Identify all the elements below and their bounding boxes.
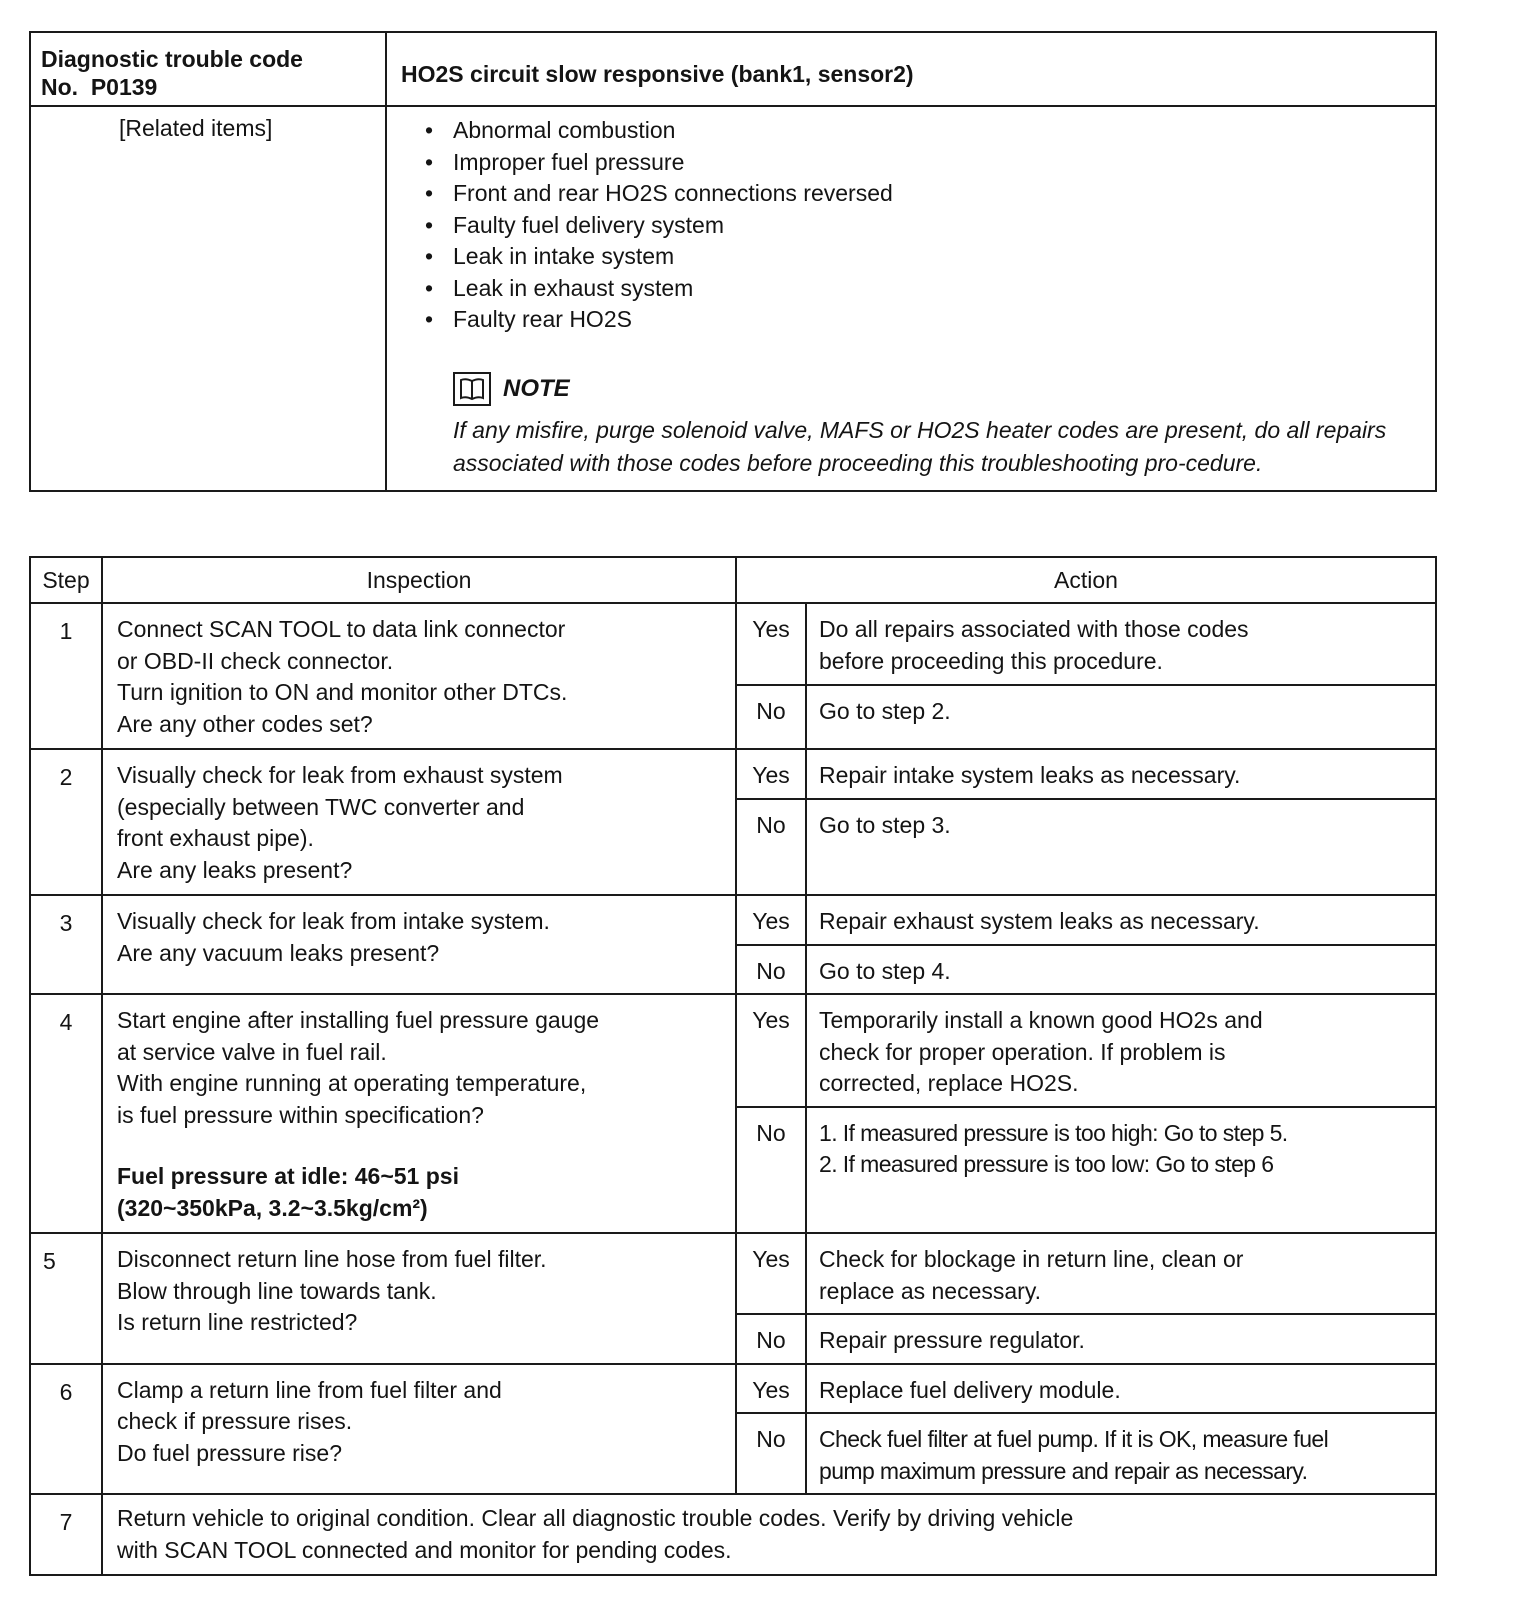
step-inspection: [102, 603, 736, 749]
yes-label: Yes: [736, 994, 806, 1107]
step-row-3-yes: [30, 895, 1436, 945]
related-item: • Faulty fuel delivery system: [423, 210, 1425, 242]
related-items-cell: [386, 106, 1436, 491]
related-item: • Improper fuel pressure: [423, 147, 1425, 179]
step-final-instruction: [102, 1494, 1436, 1575]
related-item: • Faulty rear HO2S: [423, 304, 1425, 336]
inspection-line: Visually check for leak from exhaust system: [117, 762, 563, 788]
step-row-7: [30, 1494, 1436, 1575]
inspection-line: Are any other codes set?: [117, 710, 373, 737]
dtc-label-cell: [30, 32, 386, 106]
yes-label: Yes: [736, 749, 806, 799]
yes-label: Yes: [736, 603, 806, 685]
spacer: [117, 1131, 723, 1161]
step-row-2-yes: [30, 749, 1436, 799]
step-row-4-yes: [30, 994, 1436, 1107]
inspection-line: With engine running at operating temperature,: [117, 1070, 587, 1096]
header-step: Step: [30, 557, 102, 603]
note-book-icon: [453, 372, 491, 406]
inspection-line: Is return line restricted?: [117, 1309, 358, 1335]
inspection-line: Visually check for leak from intake system.: [117, 908, 550, 934]
final-line: with SCAN TOOL connected and monitor for pending codes.: [117, 1536, 732, 1563]
related-label-cell: [30, 106, 386, 491]
note-text: If any misfire, purge solenoid valve, MAFS or HO2S heater codes are present, do all repairs associated with those codes before proceeding this troubleshooting pro-cedure.: [453, 416, 1387, 476]
inspection-line: Turn ignition to ON and monitor other DTCs.: [117, 679, 568, 705]
step-inspection: [102, 895, 736, 994]
step-number: 4: [30, 994, 102, 1233]
action-line: Do all repairs associated with those codes: [819, 616, 1249, 642]
step-row-1-yes: [30, 603, 1436, 685]
no-label: No: [736, 945, 806, 995]
action-line: Check for blockage in return line, clean or: [819, 1246, 1244, 1272]
no-action: [806, 945, 1436, 995]
yes-action: [806, 895, 1436, 945]
no-label: No: [736, 1413, 806, 1494]
inspection-line: (especially between TWC converter and: [117, 793, 525, 820]
related-item: • Front and rear HO2S connections reversed: [423, 178, 1425, 210]
yes-action: [806, 603, 1436, 685]
dtc-title-cell: [386, 32, 1436, 106]
inspection-line: at service valve in fuel rail.: [117, 1038, 387, 1065]
yes-action: [806, 1364, 1436, 1414]
inspection-line: Do fuel pressure rise?: [117, 1439, 342, 1466]
inspection-line: Disconnect return line hose from fuel filter.: [117, 1246, 547, 1272]
yes-label: Yes: [736, 1364, 806, 1414]
inspection-line: Clamp a return line from fuel filter and: [117, 1376, 502, 1403]
action-line: Go to step 3.: [819, 811, 951, 838]
header-action: Action: [736, 557, 1436, 603]
inspection-line: Connect SCAN TOOL to data link connector: [117, 616, 566, 642]
action-line: Go to step 2.: [819, 697, 951, 724]
related-items-row: [30, 106, 1436, 491]
action-line: Check fuel filter at fuel pump. If it is OK, measure fuel: [819, 1426, 1329, 1452]
yes-action: [806, 749, 1436, 799]
dtc-code: No. P0139: [41, 74, 158, 100]
dtc-info-table: [29, 31, 1437, 492]
step-inspection: [102, 1233, 736, 1364]
step-row-5-yes: [30, 1233, 1436, 1314]
action-line: Go to step 4.: [819, 957, 951, 984]
step-row-6-yes: [30, 1364, 1436, 1414]
action-line: corrected, replace HO2S.: [819, 1070, 1079, 1096]
action-line: pump maximum pressure and repair as necessary.: [819, 1457, 1308, 1484]
yes-action: [806, 994, 1436, 1107]
final-line: Return vehicle to original condition. Clear all diagnostic trouble codes. Verify by driving vehicle: [117, 1505, 1074, 1531]
inspection-line: is fuel pressure within specification?: [117, 1101, 484, 1128]
related-item: • Abnormal combustion: [423, 115, 1425, 147]
step-number: 1: [30, 603, 102, 749]
action-line: 1. If measured pressure is too high: Go to step 5.: [819, 1119, 1288, 1146]
troubleshooting-steps-table: [29, 556, 1437, 1576]
action-line: Repair exhaust system leaks as necessary.: [819, 908, 1260, 934]
step-number: 7: [30, 1494, 102, 1575]
step-number: 2: [30, 749, 102, 895]
action-line: Repair intake system leaks as necessary.: [819, 762, 1241, 788]
steps-header-row: [30, 557, 1436, 603]
no-action: [806, 1107, 1436, 1233]
related-items-label: [Related items]: [119, 115, 273, 141]
no-action: [806, 1413, 1436, 1494]
step-inspection: [102, 1364, 736, 1495]
action-line: before proceeding this procedure.: [819, 647, 1163, 674]
action-line: replace as necessary.: [819, 1277, 1042, 1304]
action-line: 2. If measured pressure is too low: Go to step 6: [819, 1151, 1274, 1178]
inspection-line: Start engine after installing fuel pressure gauge: [117, 1007, 600, 1033]
yes-action: [806, 1233, 1436, 1314]
step-number: 3: [30, 895, 102, 994]
dtc-title: HO2S circuit slow responsive (bank1, sensor2): [401, 61, 914, 87]
no-label: No: [736, 685, 806, 749]
step-number: 5: [30, 1233, 102, 1364]
no-action: [806, 799, 1436, 895]
inspection-line: or OBD-II check connector.: [117, 647, 394, 674]
inspection-line: Are any vacuum leaks present?: [117, 939, 440, 966]
yes-label: Yes: [736, 895, 806, 945]
no-label: No: [736, 1314, 806, 1364]
action-line: check for proper operation. If problem is: [819, 1038, 1226, 1065]
related-item: • Leak in exhaust system: [423, 273, 1425, 305]
no-label: No: [736, 1107, 806, 1233]
action-line: Temporarily install a known good HO2s and: [819, 1007, 1263, 1033]
action-line: Replace fuel delivery module.: [819, 1376, 1121, 1403]
related-item: • Leak in intake system: [423, 241, 1425, 273]
no-label: No: [736, 799, 806, 895]
inspection-line: Are any leaks present?: [117, 856, 353, 883]
related-items-list: [423, 115, 1425, 336]
note-heading: [453, 372, 1425, 406]
fuel-pressure-spec: Fuel pressure at idle: 46~51 psi: [117, 1163, 459, 1189]
dtc-label-line1: Diagnostic trouble code: [41, 46, 303, 72]
no-action: [806, 1314, 1436, 1364]
dtc-label: [31, 33, 385, 105]
inspection-line: front exhaust pipe).: [117, 825, 314, 851]
yes-label: Yes: [736, 1233, 806, 1314]
no-action: [806, 685, 1436, 749]
fuel-pressure-spec-metric: (320~350kPa, 3.2~3.5kg/cm²): [117, 1194, 428, 1221]
inspection-line: check if pressure rises.: [117, 1408, 353, 1434]
action-line: Repair pressure regulator.: [819, 1327, 1085, 1353]
note-label: NOTE: [503, 374, 570, 402]
inspection-line: Blow through line towards tank.: [117, 1277, 437, 1304]
dtc-header-row: [30, 32, 1436, 106]
header-inspection: Inspection: [102, 557, 736, 603]
step-inspection: [102, 994, 736, 1233]
step-number: 6: [30, 1364, 102, 1495]
step-inspection: [102, 749, 736, 895]
